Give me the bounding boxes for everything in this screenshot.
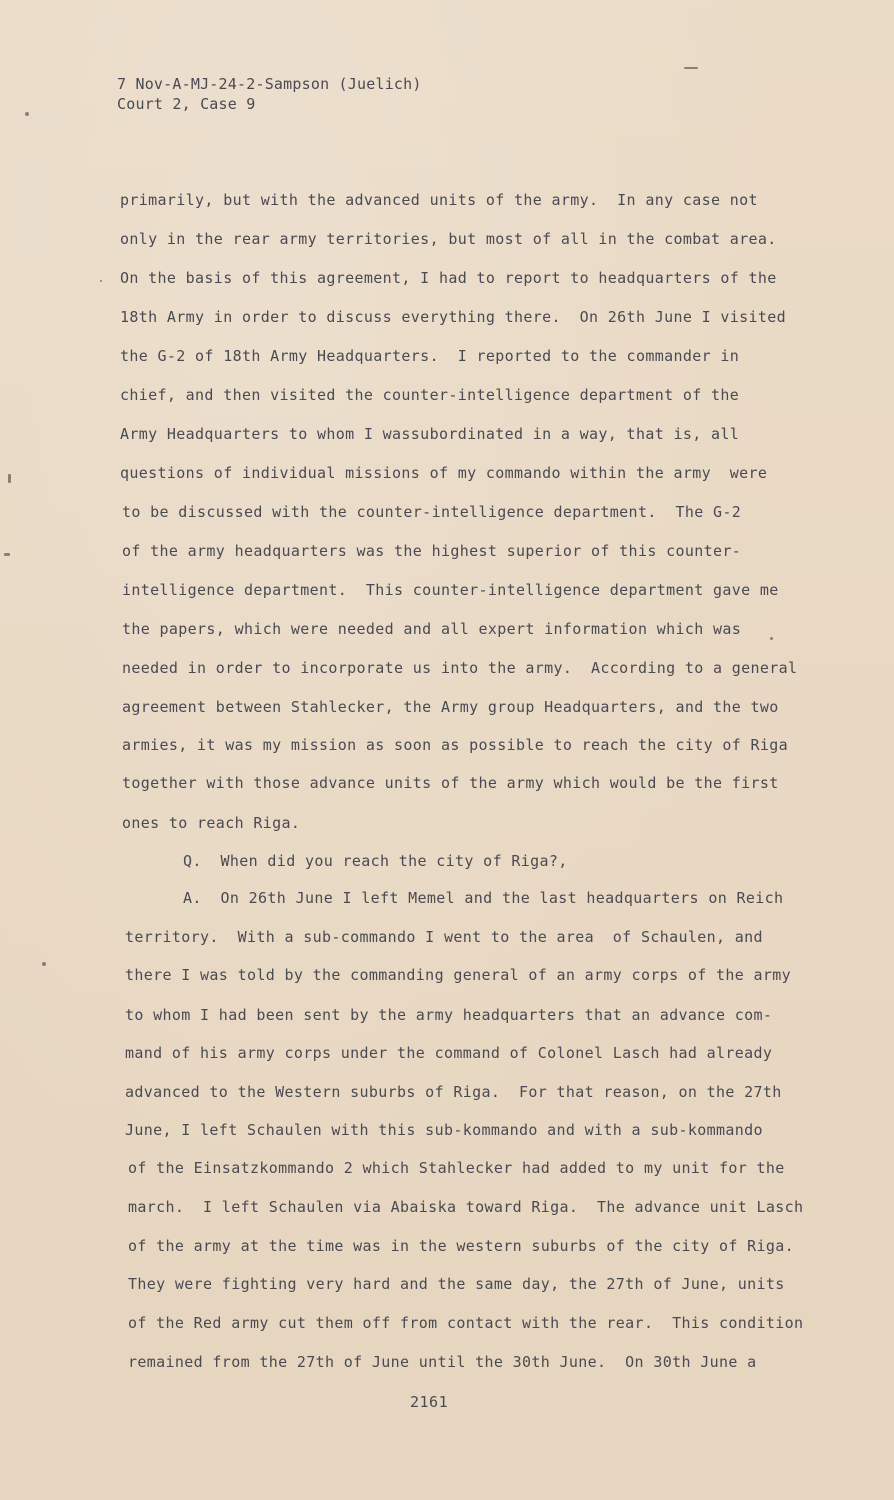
case-reference: 7 Nov-A-MJ-24-2-Sampson (Juelich) [117,75,422,93]
body-line-28: of the army at the time was in the western suburbs of the city of Riga. [128,1237,795,1255]
paper-speck [770,637,773,640]
body-line-16: together with those advance units of the army which would be the first [122,774,779,792]
court-case-line: Court 2, Case 9 [117,95,256,113]
paper-speck [4,553,10,556]
body-line-9: to be discussed with the counter-intelligence department. The G-2 [122,503,742,521]
body-line-10: of the army headquarters was the highest superior of this counter- [122,542,742,560]
body-line-25: June, I left Schaulen with this sub-kommando and with a sub-kommando [125,1121,763,1139]
body-line-13: needed in order to incorporate us into the army. According to a general [122,659,798,677]
body-line-4: 18th Army in order to discuss everything there. On 26th June I visited [120,308,787,326]
page-number: 2161 [410,1393,449,1411]
body-line-8: questions of individual missions of my commando within the army were [120,464,768,482]
paper-speck [25,112,29,116]
body-line-24: advanced to the Western suburbs of Riga. For that reason, on the 27th [125,1083,782,1101]
body-line-23: mand of his army corps under the command of Colonel Lasch had already [125,1044,773,1062]
body-line-20: territory. With a sub-commando I went to the area of Schaulen, and [125,928,763,946]
body-line-6: chief, and then visited the counter-intelligence department of the [120,386,740,404]
body-line-3: On the basis of this agreement, I had to report to headquarters of the [120,269,777,287]
body-line-14: agreement between Stahlecker, the Army group Headquarters, and the two [122,698,779,716]
body-line-21: there I was told by the commanding general of an army corps of the army [125,966,792,984]
body-line-22: to whom I had been sent by the army headquarters that an advance com- [125,1006,773,1024]
body-line-11: intelligence department. This counter-intelligence department gave me [122,581,779,599]
body-line-30: of the Red army cut them off from contact with the rear. This condition [128,1314,804,1332]
body-line-31: remained from the 27th of June until the 30th June. On 30th June a [128,1353,757,1371]
body-line-15: armies, it was my mission as soon as possible to reach the city of Riga [122,736,789,754]
paper-mark [684,67,698,69]
body-line-12: the papers, which were needed and all expert information which was [122,620,742,638]
body-line-2: only in the rear army territories, but most of all in the combat area. [120,230,777,248]
body-line-7: Army Headquarters to whom I wassubordinated in a way, that is, all [120,425,740,443]
body-line-26: of the Einsatzkommando 2 which Stahlecker had added to my unit for the [128,1159,785,1177]
paper-speck [100,280,102,282]
paper-speck [42,962,46,966]
paper-speck [8,474,11,483]
body-line-1: primarily, but with the advanced units of the army. In any case not [120,191,758,209]
question-line: Q. When did you reach the city of Riga?, [183,852,568,870]
body-line-29: They were fighting very hard and the same day, the 27th of June, units [128,1275,785,1293]
body-line-5: the G-2 of 18th Army Headquarters. I reported to the commander in [120,347,740,365]
body-line-17: ones to reach Riga. [122,814,301,832]
body-line-27: march. I left Schaulen via Abaiska toward Riga. The advance unit Lasch [128,1198,804,1216]
answer-line: A. On 26th June I left Memel and the last headquarters on Reich [183,889,784,907]
